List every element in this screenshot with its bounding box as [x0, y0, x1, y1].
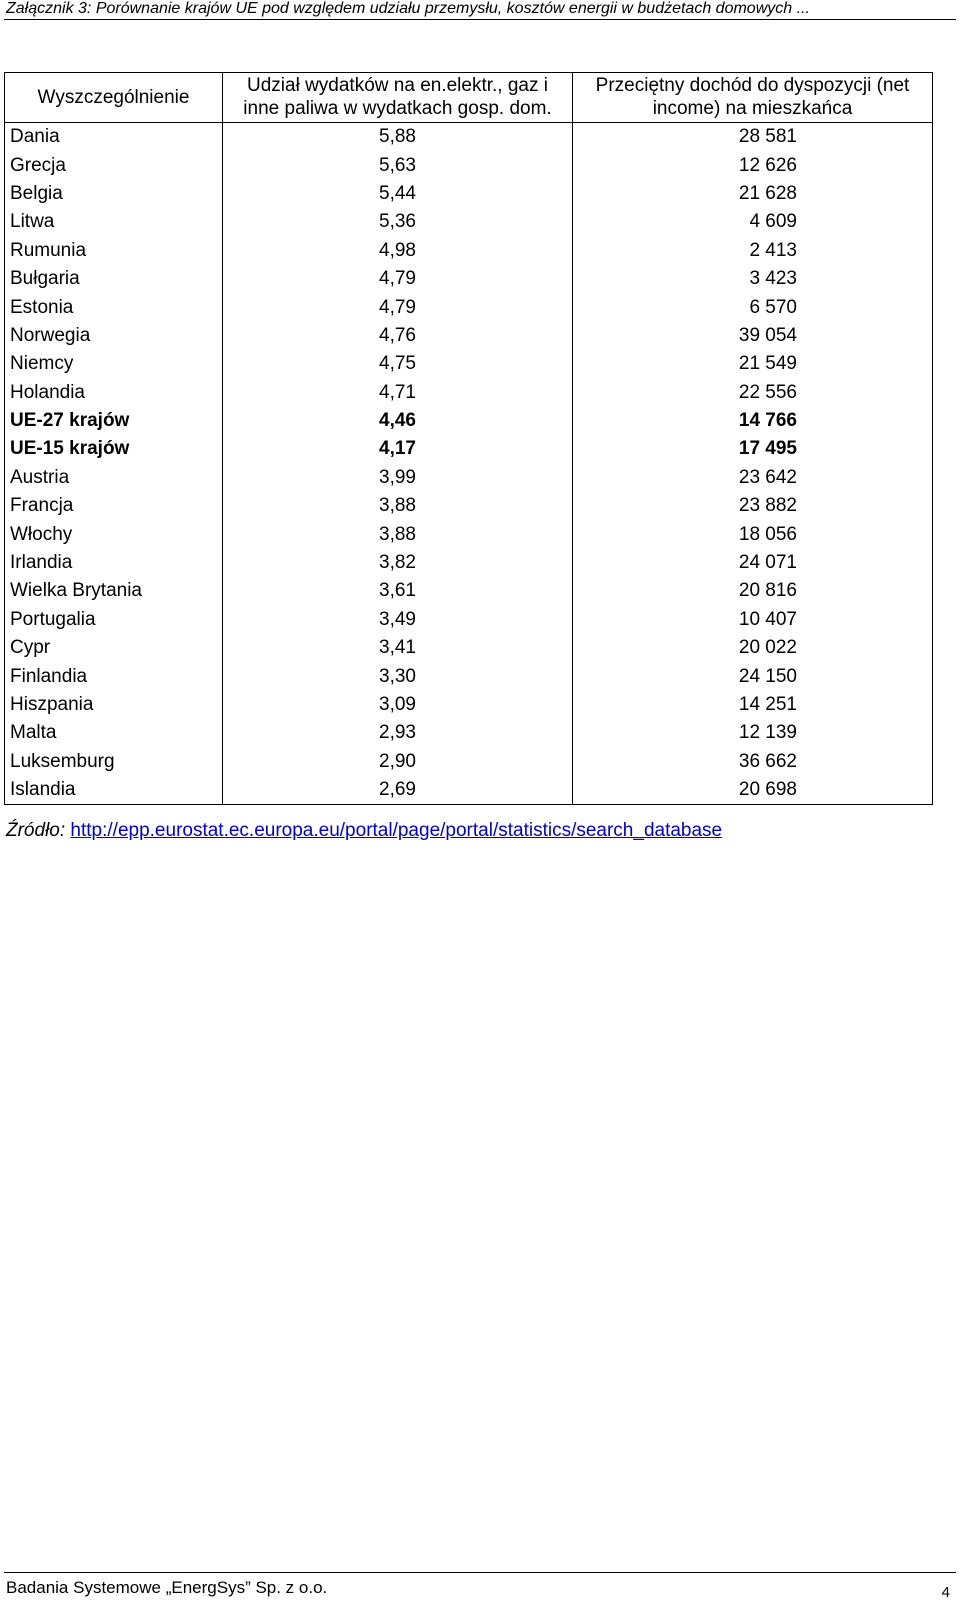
column-header-energy-share: Udział wydatków na en.elektr., gaz i inne paliwa w wydatkach gosp. dom.	[223, 73, 573, 123]
country-cell: Irlandia	[5, 549, 223, 577]
source-label: Źródło:	[6, 820, 66, 841]
net-income-cell: 21 549	[573, 350, 933, 378]
net-income-cell: 2 413	[573, 237, 933, 265]
energy-share-cell: 3,82	[223, 549, 573, 577]
table-row	[5, 464, 933, 492]
footer-divider	[4, 1572, 956, 1573]
energy-share-cell: 2,93	[223, 719, 573, 747]
net-income-cell: 36 662	[573, 748, 933, 776]
country-cell: Dania	[5, 123, 223, 152]
country-cell: Malta	[5, 719, 223, 747]
table-row	[5, 492, 933, 520]
country-cell: Belgia	[5, 180, 223, 208]
source-note	[6, 820, 722, 842]
net-income-cell: 21 628	[573, 180, 933, 208]
footer-company: Badania Systemowe „EnergSys” Sp. z o.o.	[6, 1578, 328, 1597]
column-header-country: Wyszczególnienie	[5, 73, 223, 123]
table-row	[5, 208, 933, 236]
net-income-cell: 12 139	[573, 719, 933, 747]
table-row	[5, 634, 933, 662]
comparison-table	[4, 72, 933, 805]
energy-share-cell: 3,88	[223, 520, 573, 548]
country-cell: Finlandia	[5, 662, 223, 690]
table-row	[5, 123, 933, 152]
table-row	[5, 265, 933, 293]
net-income-cell: 23 882	[573, 492, 933, 520]
country-cell: Portugalia	[5, 606, 223, 634]
energy-share-cell: 3,88	[223, 492, 573, 520]
table-body	[5, 123, 933, 805]
country-cell: Norwegia	[5, 322, 223, 350]
net-income-cell: 18 056	[573, 520, 933, 548]
country-cell: UE-15 krajów	[5, 435, 223, 463]
energy-share-cell: 5,88	[223, 123, 573, 152]
table-row	[5, 237, 933, 265]
net-income-cell: 39 054	[573, 322, 933, 350]
net-income-cell: 24 150	[573, 662, 933, 690]
energy-share-cell: 4,75	[223, 350, 573, 378]
net-income-cell: 24 071	[573, 549, 933, 577]
table-row	[5, 776, 933, 805]
country-cell: Rumunia	[5, 237, 223, 265]
energy-share-cell: 3,61	[223, 577, 573, 605]
country-cell: Estonia	[5, 293, 223, 321]
table-header-row	[5, 73, 933, 123]
net-income-cell: 20 816	[573, 577, 933, 605]
table-row	[5, 577, 933, 605]
country-cell: Luksemburg	[5, 748, 223, 776]
net-income-cell: 10 407	[573, 606, 933, 634]
energy-share-cell: 5,44	[223, 180, 573, 208]
energy-share-cell: 4,98	[223, 237, 573, 265]
country-cell: Niemcy	[5, 350, 223, 378]
table-row	[5, 151, 933, 179]
country-cell: Hiszpania	[5, 691, 223, 719]
net-income-cell: 14 766	[573, 407, 933, 435]
energy-share-cell: 3,09	[223, 691, 573, 719]
table-row	[5, 748, 933, 776]
net-income-cell: 23 642	[573, 464, 933, 492]
source-link[interactable]: http://epp.eurostat.ec.europa.eu/portal/page/portal/statistics/search_database	[70, 820, 723, 841]
table-row	[5, 322, 933, 350]
energy-share-cell: 3,49	[223, 606, 573, 634]
energy-share-cell: 2,90	[223, 748, 573, 776]
column-header-net-income: Przeciętny dochód do dyspozycji (net income) na mieszkańca	[573, 73, 933, 123]
net-income-cell: 22 556	[573, 379, 933, 407]
table-row	[5, 719, 933, 747]
page-number: 4	[941, 1584, 950, 1601]
country-cell: Francja	[5, 492, 223, 520]
table-row	[5, 520, 933, 548]
country-cell: Holandia	[5, 379, 223, 407]
energy-share-cell: 4,76	[223, 322, 573, 350]
table-row	[5, 350, 933, 378]
country-cell: Włochy	[5, 520, 223, 548]
table-row	[5, 293, 933, 321]
country-cell: Cypr	[5, 634, 223, 662]
country-cell: Grecja	[5, 151, 223, 179]
net-income-cell: 6 570	[573, 293, 933, 321]
table-row	[5, 180, 933, 208]
table-row	[5, 606, 933, 634]
table-row	[5, 691, 933, 719]
country-cell: Wielka Brytania	[5, 577, 223, 605]
country-cell: Litwa	[5, 208, 223, 236]
energy-share-cell: 3,30	[223, 662, 573, 690]
country-cell: Austria	[5, 464, 223, 492]
energy-share-cell: 4,79	[223, 265, 573, 293]
energy-share-cell: 5,36	[223, 208, 573, 236]
energy-share-cell: 3,41	[223, 634, 573, 662]
energy-share-cell: 4,46	[223, 407, 573, 435]
table-row	[5, 549, 933, 577]
energy-share-cell: 4,17	[223, 435, 573, 463]
net-income-cell: 3 423	[573, 265, 933, 293]
country-cell: Bułgaria	[5, 265, 223, 293]
energy-share-cell: 2,69	[223, 776, 573, 805]
energy-share-cell: 4,71	[223, 379, 573, 407]
energy-share-cell: 5,63	[223, 151, 573, 179]
net-income-cell: 20 698	[573, 776, 933, 805]
net-income-cell: 14 251	[573, 691, 933, 719]
document-header-title: Załącznik 3: Porównanie krajów UE pod względem udziału przemysłu, kosztów energii w budżetach domowych ...	[6, 0, 810, 17]
country-cell: Islandia	[5, 776, 223, 805]
net-income-cell: 17 495	[573, 435, 933, 463]
table-row	[5, 662, 933, 690]
header-divider	[4, 19, 956, 20]
table-row	[5, 435, 933, 463]
country-cell: UE-27 krajów	[5, 407, 223, 435]
energy-share-cell: 3,99	[223, 464, 573, 492]
energy-share-cell: 4,79	[223, 293, 573, 321]
net-income-cell: 4 609	[573, 208, 933, 236]
net-income-cell: 28 581	[573, 123, 933, 152]
table-row	[5, 379, 933, 407]
net-income-cell: 12 626	[573, 151, 933, 179]
table-row	[5, 407, 933, 435]
net-income-cell: 20 022	[573, 634, 933, 662]
